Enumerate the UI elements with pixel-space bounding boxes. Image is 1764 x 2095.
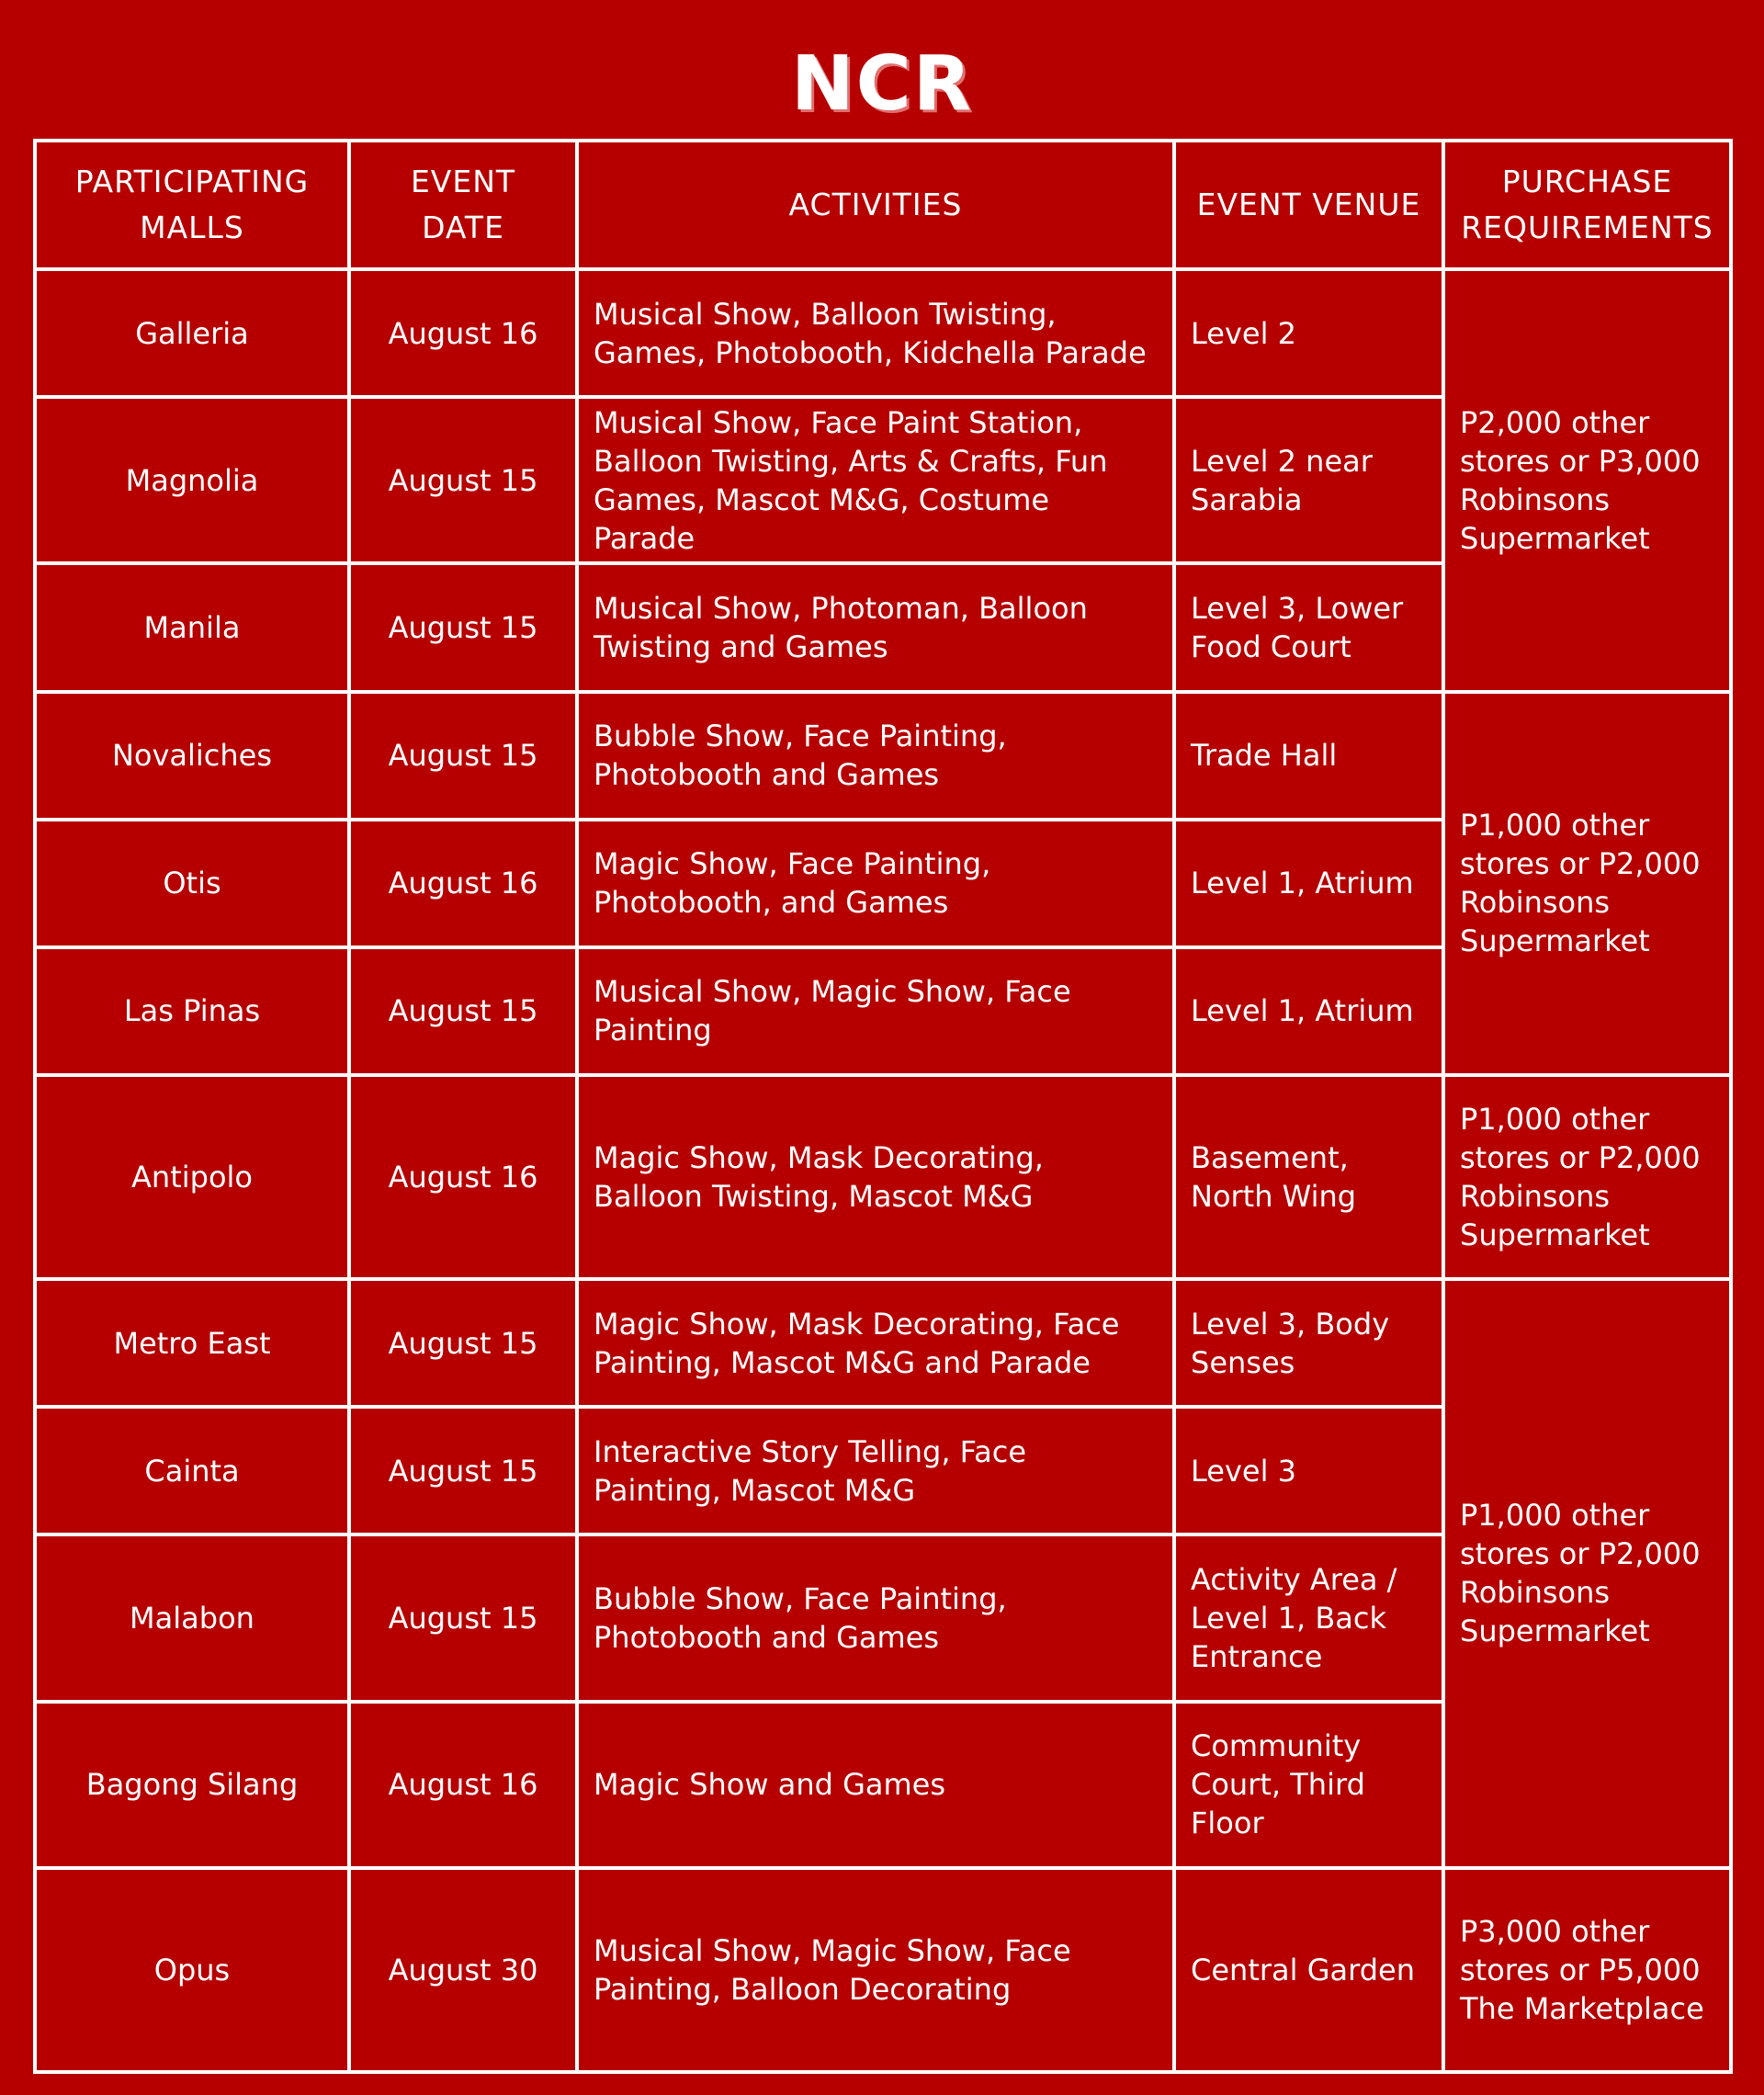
date-cell: August 15 [349, 692, 577, 820]
table-row [35, 1075, 1731, 1279]
activities-cell: Musical Show, Face Paint Station, Balloon Twisting, Arts & Crafts, Fun Games, Mascot M&G, Costume Parade [577, 397, 1174, 563]
mall-cell: Las Pinas [35, 947, 349, 1075]
table-row [35, 692, 1731, 820]
venue-cell: Activity Area / Level 1, Back Entrance [1174, 1534, 1443, 1701]
venue-cell: Level 3 [1174, 1407, 1443, 1534]
venue-cell: Trade Hall [1174, 692, 1443, 820]
venue-cell: Level 2 near Sarabia [1174, 397, 1443, 563]
table-row [35, 1279, 1731, 1407]
venue-cell: Basement, North Wing [1174, 1075, 1443, 1279]
date-cell: August 15 [349, 947, 577, 1075]
date-cell: August 15 [349, 1279, 577, 1407]
table-row [35, 1868, 1731, 2072]
mall-cell: Novaliches [35, 692, 349, 820]
date-cell: August 16 [349, 1702, 577, 1868]
purchase-requirement-cell: P3,000 other stores or P5,000 The Marketplace [1443, 1868, 1731, 2072]
purchase-requirement-cell: P1,000 other stores or P2,000 Robinsons Supermarket [1443, 1279, 1731, 1868]
date-cell: August 15 [349, 397, 577, 563]
activities-cell: Magic Show and Games [577, 1702, 1174, 1868]
mall-cell: Manila [35, 563, 349, 691]
activities-cell: Musical Show, Magic Show, Face Painting [577, 947, 1174, 1075]
header-event-venue: EVENT VENUE [1174, 141, 1443, 269]
events-table [33, 139, 1733, 2074]
venue-cell: Level 1, Atrium [1174, 820, 1443, 947]
header-purchase-requirements: PURCHASE REQUIREMENTS [1443, 141, 1731, 269]
activities-cell: Bubble Show, Face Painting, Photobooth and Games [577, 692, 1174, 820]
activities-cell: Bubble Show, Face Painting, Photobooth and Games [577, 1534, 1174, 1701]
mall-cell: Metro East [35, 1279, 349, 1407]
date-cell: August 30 [349, 1868, 577, 2072]
activities-cell: Musical Show, Magic Show, Face Painting, Balloon Decorating [577, 1868, 1174, 2072]
mall-cell: Cainta [35, 1407, 349, 1534]
venue-cell: Level 3, Body Senses [1174, 1279, 1443, 1407]
venue-cell: Level 3, Lower Food Court [1174, 563, 1443, 691]
mall-cell: Magnolia [35, 397, 349, 563]
header-event-date: EVENT DATE [349, 141, 577, 269]
mall-cell: Otis [35, 820, 349, 947]
activities-cell: Magic Show, Mask Decorating, Face Painting, Mascot M&G and Parade [577, 1279, 1174, 1407]
venue-cell: Level 1, Atrium [1174, 947, 1443, 1075]
mall-cell: Opus [35, 1868, 349, 2072]
mall-cell: Bagong Silang [35, 1702, 349, 1868]
header-activities: ACTIVITIES [577, 141, 1174, 269]
purchase-requirement-cell: P2,000 other stores or P3,000 Robinsons Supermarket [1443, 269, 1731, 691]
table-header-row [35, 141, 1731, 269]
venue-cell: Central Garden [1174, 1868, 1443, 2072]
activities-cell: Musical Show, Photoman, Balloon Twisting and Games [577, 563, 1174, 691]
activities-cell: Musical Show, Balloon Twisting, Games, Photobooth, Kidchella Parade [577, 269, 1174, 397]
venue-cell: Level 2 [1174, 269, 1443, 397]
mall-cell: Malabon [35, 1534, 349, 1701]
mall-cell: Galleria [35, 269, 349, 397]
activities-cell: Interactive Story Telling, Face Painting, Mascot M&G [577, 1407, 1174, 1534]
mall-cell: Antipolo [35, 1075, 349, 1279]
purchase-requirement-cell: P1,000 other stores or P2,000 Robinsons Supermarket [1443, 692, 1731, 1075]
activities-cell: Magic Show, Face Painting, Photobooth, and Games [577, 820, 1174, 947]
venue-cell: Community Court, Third Floor [1174, 1702, 1443, 1868]
page-title: NCR [791, 40, 973, 128]
date-cell: August 15 [349, 1534, 577, 1701]
date-cell: August 15 [349, 563, 577, 691]
activities-cell: Magic Show, Mask Decorating, Balloon Twisting, Mascot M&G [577, 1075, 1174, 1279]
date-cell: August 15 [349, 1407, 577, 1534]
purchase-requirement-cell: P1,000 other stores or P2,000 Robinsons Supermarket [1443, 1075, 1731, 1279]
table-row [35, 269, 1731, 397]
date-cell: August 16 [349, 1075, 577, 1279]
header-participating-malls: PARTICIPATING MALLS [35, 141, 349, 269]
date-cell: August 16 [349, 269, 577, 397]
date-cell: August 16 [349, 820, 577, 947]
